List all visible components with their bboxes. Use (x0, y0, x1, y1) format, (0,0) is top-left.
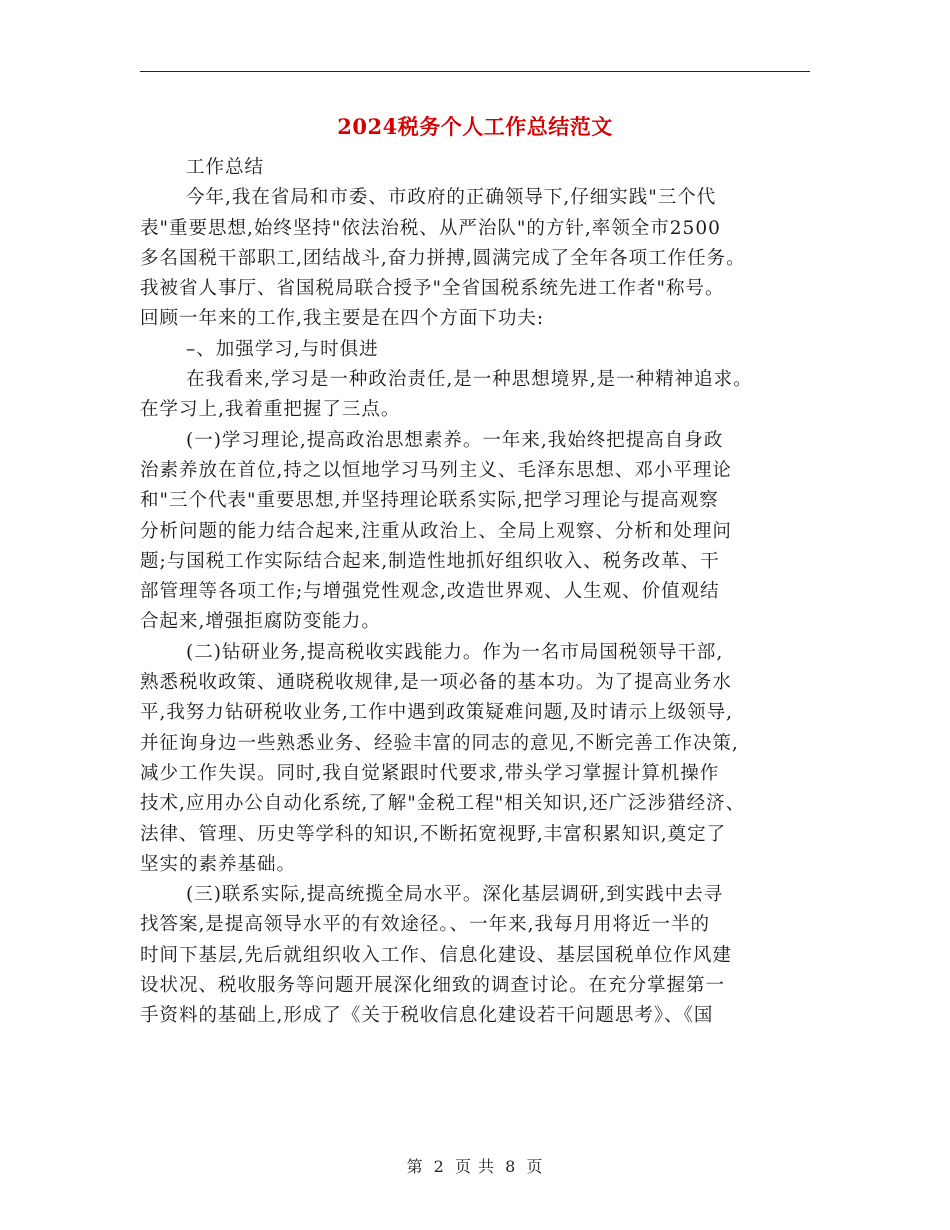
body-line: (二)钻研业务,提高税收实践能力。作为一名市局国税领导干部, (186, 641, 724, 663)
body-line: 找答案,是提高领导水平的有效途径。、一年来,我每月用将近一半的 (140, 914, 711, 936)
body-line: 在学习上,我着重把握了三点。 (140, 399, 401, 421)
body-line: 手资料的基础上,形成了《关于税收信息化建设若干问题思考》、《国 (140, 1005, 714, 1027)
body-line: 今年,我在省局和市委、市政府的正确领导下,仔细实践"三个代 (186, 187, 717, 209)
body-line: 平,我努力钻研税收业务,工作中遇到政策疑难问题,及时请示上级领导, (140, 702, 734, 724)
body-line: 并征询身边一些熟悉业务、经验丰富的同志的意见,不断完善工作决策, (140, 732, 739, 754)
body-line: 合起来,增强拒腐防变能力。 (140, 611, 381, 633)
body-line: 分析问题的能力结合起来,注重从政治上、全局上观察、分析和处理问 (140, 520, 732, 542)
body-line: 技术,应用办公自动化系统,了解"金税工程"相关知识,还广泛涉猎经济、 (140, 793, 746, 815)
body-line: 在我看来,学习是一种政治责任,是一种思想境界,是一种精神追求。 (186, 369, 753, 391)
body-line: 熟悉税收政策、通晓税收规律,是一项必备的基本功。为了提高业务水 (140, 672, 732, 694)
body-line: –、加强学习,与时俱进 (186, 338, 379, 360)
body-line: 题;与国税工作实际结合起来,制造性地抓好组织收入、税务改革、干 (140, 550, 720, 572)
body-line: (一)学习理论,提高政治思想素养。一年来,我始终把提高自身政 (186, 429, 724, 451)
body-line: 工作总结 (186, 157, 265, 178)
body-line: 减少工作失误。同时,我自觉紧跟时代要求,带头学习掌握计算机操作 (140, 762, 720, 784)
document-title: 2024税务个人工作总结范文 (337, 114, 613, 139)
footer-total-pages: 8 (505, 1157, 517, 1176)
body-line: 治素养放在首位,持之以恒地学习马列主义、毛泽东思想、邓小平理论 (140, 459, 732, 481)
body-line: 时间下基层,先后就组织收入工作、信息化建设、基层国税单位作风建 (140, 944, 732, 966)
body-line: 表"重要思想,始终坚持"依法治税、从严治队"的方针,率领全市2500 (140, 217, 721, 239)
body-line: 我被省人事厅、省国税局联合授予"全省国税系统先进工作者"称号。 (140, 278, 725, 300)
body-line: (三)联系实际,提高统揽全局水平。深化基层调研,到实践中去寻 (186, 884, 724, 906)
footer-suffix: 页 (526, 1157, 544, 1176)
footer-middle: 页 共 (454, 1157, 496, 1176)
page-footer (0, 1154, 950, 1177)
body-line: 坚实的素养基础。 (140, 853, 297, 875)
body-line: 设状况、税收服务等问题开展深化细致的调查讨论。在充分掌握第一 (140, 975, 726, 997)
footer-prefix: 第 (406, 1157, 424, 1176)
body-line: 回顾一年来的工作,我主要是在四个方面下功夫: (140, 308, 545, 330)
document-body (140, 153, 820, 1032)
body-line: 法律、管理、历史等学科的知识,不断拓宽视野,丰富积累知识,奠定了 (140, 823, 727, 845)
body-line: 和"三个代表"重要思想,并坚持理论联系实际,把学习理论与提高观察 (140, 490, 719, 512)
footer-current-page: 2 (433, 1157, 445, 1176)
body-line: 部管理等各项工作;与增强党性观念,改造世界观、人生观、价值观结 (140, 581, 720, 603)
body-line: 多名国税干部职工,团结战斗,奋力拼搏,圆满完成了全年各项工作任务。 (140, 247, 746, 269)
header-rule (140, 71, 810, 72)
